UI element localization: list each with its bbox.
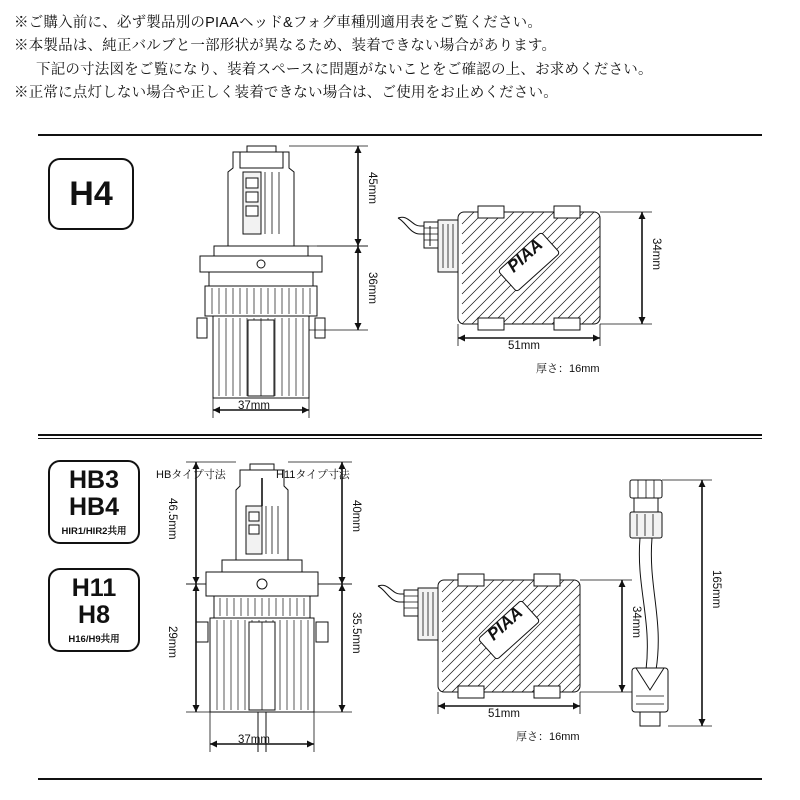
dim-h4-width: 37mm	[238, 400, 270, 412]
dim-hb-upper: 46.5mm	[166, 498, 178, 540]
dim-driver-width-top: 51mm	[508, 340, 540, 352]
note-line-2: ※本製品は、純正バルブと一部形状が異なるため、装着できない場合があります。	[14, 38, 557, 55]
badge-h11-label: H11	[71, 573, 117, 602]
dim-h11-upper: 40mm	[350, 500, 362, 532]
badge-hb4-label: HB4	[68, 492, 119, 521]
badge-h8-label: H8	[78, 600, 110, 629]
brand-logo-top: PIAA	[503, 234, 547, 277]
dim-driver-width-bottom: 51mm	[488, 708, 520, 720]
driver-thickness-top: 厚さ：16mm	[536, 363, 600, 375]
dim-h4-height-upper: 45mm	[366, 172, 378, 204]
dim-driver-height-top: 34mm	[650, 238, 662, 270]
badge-hb3-hb4	[48, 460, 140, 544]
column-label-h11: H11タイプ寸法	[276, 469, 350, 481]
badge-hb-sub: HIR1/HIR2共用	[61, 525, 127, 537]
badge-h11-sub: H16/H9共用	[68, 633, 120, 645]
badge-h11-h8	[48, 568, 140, 652]
brand-logo-bottom: PIAA	[483, 602, 527, 645]
column-label-hb: HBタイプ寸法	[156, 469, 226, 481]
driver-thickness-bottom: 厚さ：16mm	[516, 731, 580, 743]
dim-driver-height-bottom: 34mm	[630, 606, 642, 638]
note-line-4: ※正常に点灯しない場合や正しく装着できない場合は、ご使用をお止めください。	[14, 85, 558, 102]
note-line-3: 下記の寸法図をご覧になり、装着スペースに問題がないことをご確認の上、お求めください。	[36, 61, 653, 78]
dim-harness-length: 165mm	[710, 570, 722, 609]
note-line-1: ※ご購入前に、必ず製品別のPIAAヘッド&フォグ車種別適用表をご覧ください。	[14, 15, 543, 31]
dim-h11-lower: 35.5mm	[350, 612, 362, 654]
dim-bulb-width-bottom: 37mm	[238, 734, 270, 746]
badge-h4-label: H4	[69, 175, 113, 213]
dim-hb-lower: 29mm	[166, 626, 178, 658]
badge-hb3-label: HB3	[68, 465, 119, 494]
dim-h4-height-lower: 36mm	[366, 272, 378, 304]
